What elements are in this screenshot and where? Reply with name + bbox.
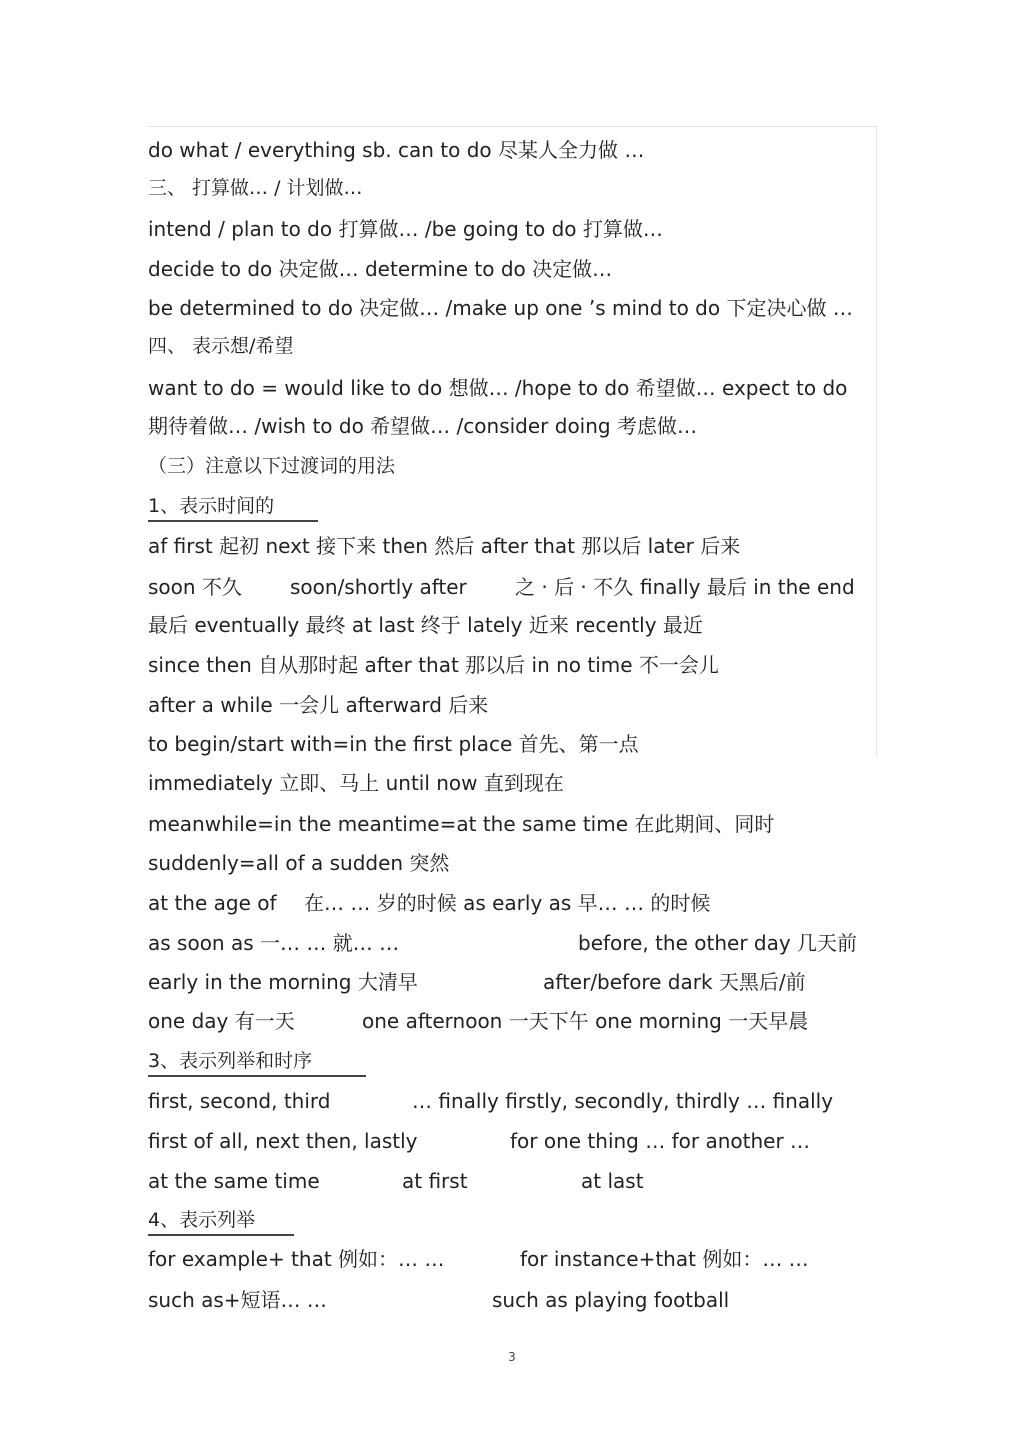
line-order-2-first-of-all: first of all, next then, lastly [148, 1129, 418, 1153]
line-determined: be determined to do 决定做… /make up one ’s mind to do 下定决心做 … [148, 296, 853, 320]
page-frame-right [876, 126, 877, 756]
page-number: 3 [508, 1350, 516, 1364]
section-order-underline [148, 1075, 366, 1077]
page-frame-top [148, 126, 876, 127]
line-time-2-shortly: soon/shortly after [290, 575, 467, 599]
line-time-1: af first 起初 next 接下来 then 然后 after that 那以后 later 后来 [148, 534, 741, 558]
line-time-12-morning: early in the morning 大清早 [148, 970, 418, 994]
heading-intend: 三、 打算做… / 计划做… [148, 177, 363, 199]
line-order-3-at-first: at first [402, 1169, 468, 1193]
line-time-10-early: 在… … 岁的时候 as early as 早… … 的时候 [304, 891, 711, 915]
line-time-7: immediately 立即、马上 until now 直到现在 [148, 771, 564, 795]
line-time-12-dark: after/before dark 天黑后/前 [543, 970, 806, 994]
line-time-2-soon: soon 不久 [148, 575, 242, 599]
line-order-3-same-time: at the same time [148, 1169, 320, 1193]
line-time-5: after a while 一会儿 afterward 后来 [148, 693, 489, 717]
line-example-1-for-example: for example+ that 例如：… … [148, 1247, 445, 1271]
section-time-heading [148, 493, 274, 519]
section-time-underline [148, 520, 318, 522]
line-time-3: 最后 eventually 最终 at last 终于 lately 近来 recently 最近 [148, 613, 703, 637]
section-example-heading [148, 1207, 255, 1233]
line-time-13-day: one day 有一天 [148, 1009, 295, 1033]
line-time-6: to begin/start with=in the first place 首先、第一点 [148, 732, 639, 756]
section-order-label: 3、表示列举和时序 [148, 1050, 313, 1072]
line-time-4: since then 自从那时起 after that 那以后 in no time 不一会儿 [148, 653, 719, 677]
section-order-heading [148, 1048, 312, 1074]
line-example-2-such-as: such as+短语… … [148, 1288, 327, 1312]
line-intend: intend / plan to do 打算做… /be going to do 打算做… [148, 217, 663, 241]
line-order-2-for-one-thing: for one thing … for another … [510, 1129, 811, 1153]
line-example-1-for-instance: for instance+that 例如：… … [520, 1247, 809, 1271]
line-order-1-first: first, second, third [148, 1089, 331, 1113]
section-example-underline [148, 1234, 294, 1236]
line-example-2-playing-football: such as playing football [492, 1288, 730, 1312]
line-time-2-after-soon: 之 · 后 · 不久 [515, 575, 634, 599]
line-time-2-finally: finally 最后 in the end [640, 575, 855, 599]
line-expect: 期待着做… /wish to do 希望做… /consider doing 考虑做… [148, 414, 697, 438]
line-time-13-afternoon: one afternoon 一天下午 one morning 一天早晨 [362, 1009, 809, 1033]
line-time-11-before: before, the other day 几天前 [578, 931, 858, 955]
line-time-11-soon: as soon as 一… … 就… … [148, 931, 400, 955]
heading-transition-words: （三）注意以下过渡词的用法 [148, 455, 396, 477]
line-order-1-finally: … finally firstly, secondly, thirdly … finally [412, 1089, 834, 1113]
line-decide: decide to do 决定做… determine to do 决定做… [148, 257, 613, 281]
line-time-10-age: at the age of [148, 891, 277, 915]
line-want: want to do = would like to do 想做… /hope to do 希望做… expect to do [148, 376, 848, 400]
line-time-9: suddenly=all of a sudden 突然 [148, 851, 450, 875]
line-order-3-at-last: at last [581, 1169, 644, 1193]
section-time-label: 1、表示时间的 [148, 495, 275, 517]
line-time-8: meanwhile=in the meantime=at the same time 在此期间、同时 [148, 812, 775, 836]
section-example-label: 4、表示列举 [148, 1209, 256, 1231]
line-do-what: do what / everything sb. can to do 尽某人全力做 … [148, 138, 645, 162]
heading-want: 四、 表示想/希望 [148, 335, 294, 357]
